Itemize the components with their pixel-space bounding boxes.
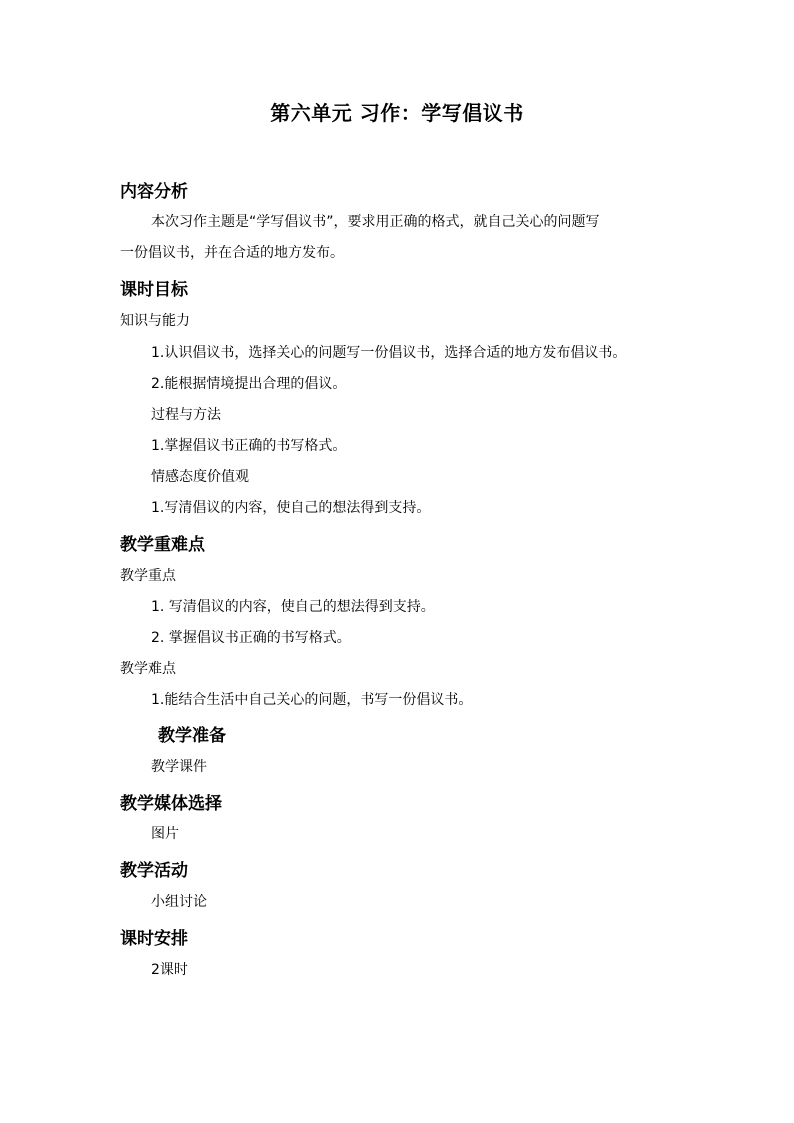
media-text: 图片 — [151, 826, 179, 842]
content-analysis-line-2: 一份倡议书，并在合适的地方发布。 — [120, 245, 344, 261]
schedule-text: 2课时 — [151, 962, 188, 978]
heading-objectives: 课时目标 — [120, 280, 188, 300]
attitude-item-1: 1.写清倡议的内容，使自己的想法得到支持。 — [151, 500, 431, 516]
heading-key-points: 教学重难点 — [120, 535, 205, 555]
label-process: 过程与方法 — [151, 407, 221, 423]
heading-content-analysis: 内容分析 — [120, 182, 188, 202]
label-difficulty: 教学难点 — [120, 661, 176, 677]
knowledge-item-1: 1.认识倡议书，选择关心的问题写一份倡议书，选择合适的地方发布倡议书。 — [151, 345, 627, 361]
heading-activity: 教学活动 — [120, 861, 188, 881]
heading-schedule: 课时安排 — [120, 929, 188, 949]
label-attitude: 情感态度价值观 — [151, 469, 249, 485]
activity-text: 小组讨论 — [151, 894, 207, 910]
content-analysis-line-1: 本次习作主题是“学写倡议书”，要求用正确的格式，就自己关心的问题写 — [151, 214, 600, 230]
focus-item-1: 1. 写清倡议的内容，使自己的想法得到支持。 — [151, 599, 435, 615]
label-focus: 教学重点 — [120, 568, 176, 584]
page-title: 第六单元 习作：学写倡议书 — [270, 101, 524, 125]
focus-item-2: 2. 掌握倡议书正确的书写格式。 — [151, 630, 351, 646]
heading-preparation: 教学准备 — [158, 726, 226, 746]
process-item-1: 1.掌握倡议书正确的书写格式。 — [151, 438, 347, 454]
heading-media: 教学媒体选择 — [120, 794, 222, 814]
preparation-text: 教学课件 — [151, 759, 207, 775]
difficulty-item-1: 1.能结合生活中自己关心的问题，书写一份倡议书。 — [151, 692, 473, 708]
label-knowledge: 知识与能力 — [120, 313, 190, 329]
knowledge-item-2: 2.能根据情境提出合理的倡议。 — [151, 376, 347, 392]
